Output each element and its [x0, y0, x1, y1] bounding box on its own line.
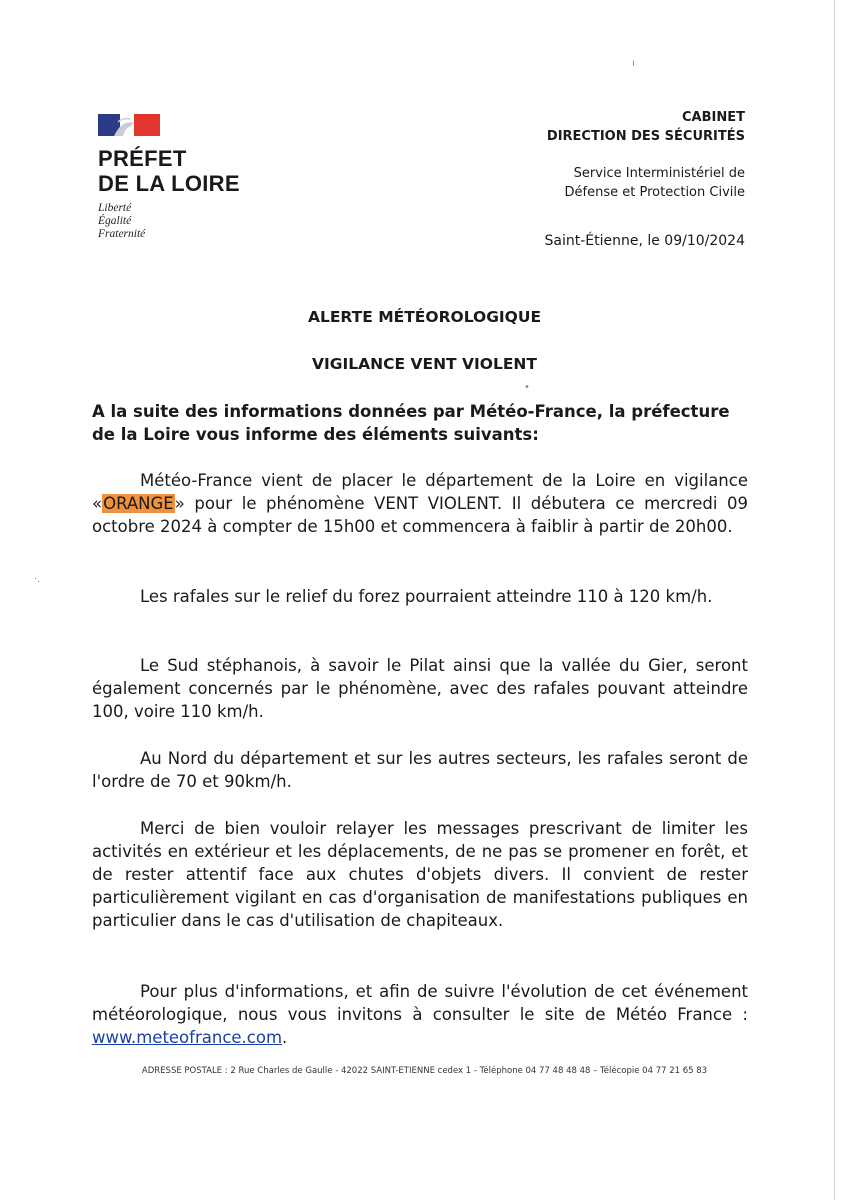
paragraph-recommendations: Merci de bien vouloir relayer les messages prescrivant de limiter les activités en extérieur et les déplacements, de ne pas se promener en forêt, et de rester attentif face aux chutes d'objets divers. Il convient de rester particulièrement vigilant en cas d'organisation de manifestations publiques en particulier dans le cas d'utilisation de chapiteaux.	[92, 819, 748, 930]
motto-liberte: Liberté	[98, 202, 132, 214]
paragraph-nord: Au Nord du département et sur les autres secteurs, les rafales seront de l'ordre de 70 et 90km/h.	[92, 749, 748, 791]
prefecture-name-line2: DE LA LOIRE	[98, 171, 240, 196]
document-title: ALERTE MÉTÉOROLOGIQUE	[307, 308, 542, 326]
orange-highlight: ORANGE	[103, 494, 174, 513]
scan-speck: ı	[632, 58, 635, 69]
document-subtitle: VIGILANCE VENT VIOLENT	[312, 355, 537, 373]
page-edge-line	[834, 0, 835, 1200]
republic-motto	[98, 202, 240, 241]
prefecture-logo	[98, 114, 240, 241]
service-line2: Défense et Protection Civile	[564, 185, 745, 200]
paragraph-forez: Les rafales sur le relief du forez pourraient atteindre 110 à 120 km/h.	[140, 587, 713, 606]
scan-speck: •	[524, 382, 530, 393]
intro-paragraph: A la suite des informations données par Météo-France, la préfecture de la Loire vous informe des éléments suivants:	[92, 402, 730, 444]
paragraph-vigilance-end: » pour le phénomène VENT VIOLENT. Il débutera ce mercredi 09 octobre 2024 à compter de 15h00 et commencera à faiblir à partir de 20h00.	[92, 494, 748, 536]
paragraph-sud-stephanois: Le Sud stéphanois, à savoir le Pilat ainsi que la vallée du Gier, seront également concernés par le phénomène, avec des rafales pouvant atteindre 100, voire 110 km/h.	[92, 656, 748, 721]
paragraph-vigilance	[92, 469, 748, 538]
issuing-service	[547, 108, 745, 202]
postal-address-footer: ADRESSE POSTALE : 2 Rue Charles de Gaulle - 42022 SAINT-ETIENNE cedex 1 - Téléphone 04 77 48 48 48 – Télécopie 04 77 21 65 83	[141, 1066, 708, 1076]
direction-label: DIRECTION DES SÉCURITÉS	[546, 129, 745, 144]
service-line1: Service Interministériel de	[573, 166, 745, 181]
paragraph-more-info	[92, 980, 748, 1049]
motto-fraternite: Fraternité	[98, 228, 146, 240]
prefecture-name	[98, 146, 240, 196]
scan-speck: ·.	[34, 574, 41, 585]
cabinet-label: CABINET	[682, 110, 745, 125]
paragraph-vigilance-start: Météo-France vient de placer le département de la Loire en vigilance «	[92, 471, 748, 513]
place-date: Saint-Étienne, le 09/10/2024	[544, 233, 745, 249]
more-info-text: Pour plus d'informations, et afin de suivre l'évolution de cet événement météorologique, nous vous invitons à consulter le site de Météo France :	[92, 982, 748, 1024]
motto-egalite: Égalité	[98, 215, 132, 227]
marianne-flag-icon	[98, 114, 162, 136]
prefecture-name-line1: PRÉFET	[98, 146, 187, 171]
more-info-end: .	[282, 1028, 288, 1047]
meteofrance-link[interactable]: www.meteofrance.com	[92, 1028, 283, 1047]
